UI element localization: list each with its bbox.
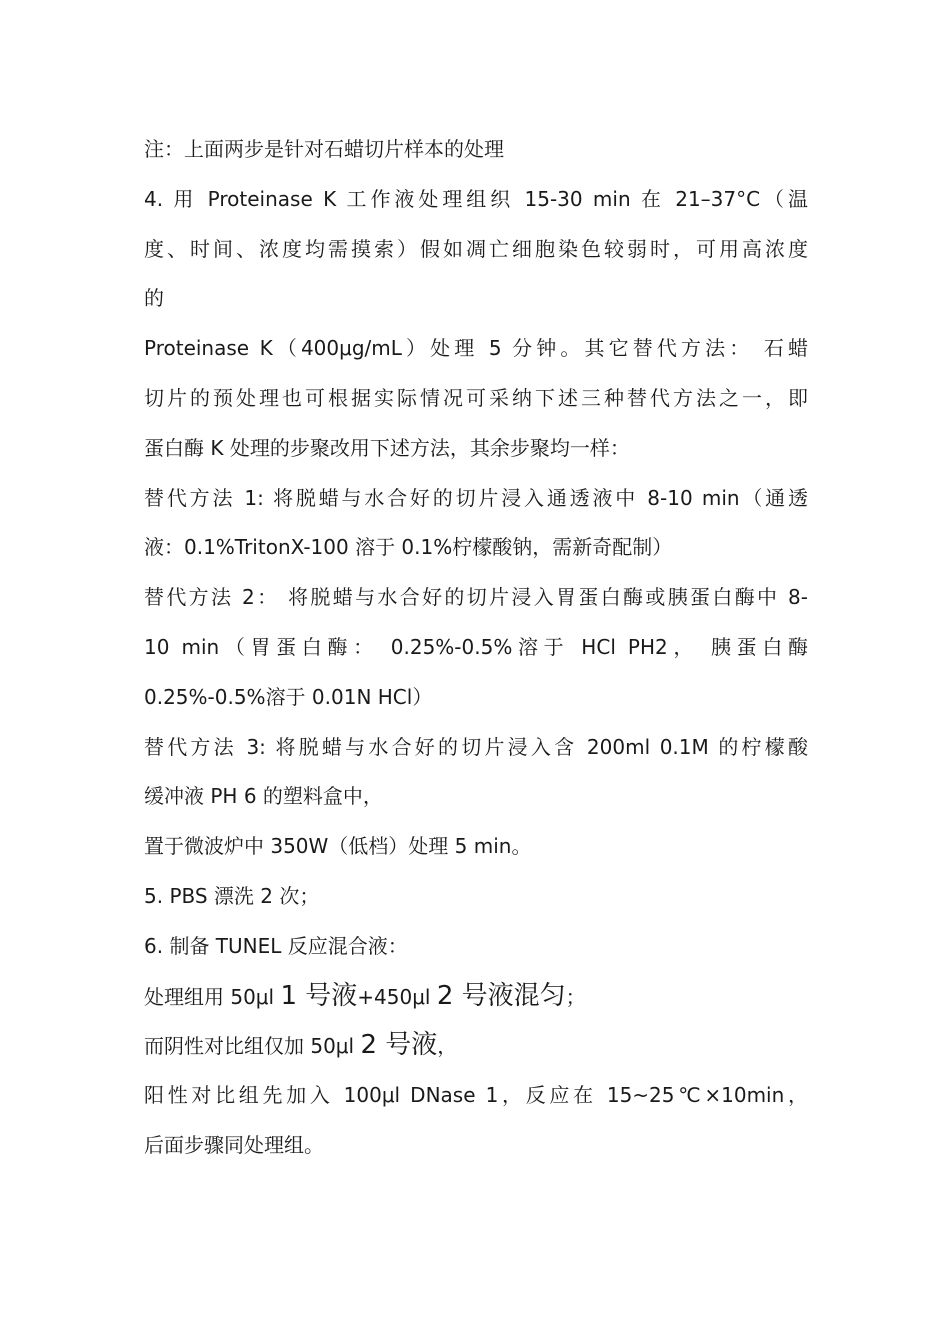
negative-control-prefix: 而阴性对比组仅加 50μl: [144, 1034, 361, 1059]
step-4-line-1: 4. 用 Proteinase K 工作液处理组织 15-30 min 在 21–37°C（温: [144, 186, 808, 211]
mix-treatment-punct: ；: [565, 984, 586, 1009]
alt-method-1-line-1: 替代方法 1: 将脱蜡与水合好的切片浸入通透液中 8-10 min（通透: [144, 485, 808, 510]
mix-treatment-volume: +450μl: [357, 984, 437, 1009]
step-5-line: 5. PBS 漂洗 2 次；: [144, 883, 320, 908]
step-4-line-5: 切片的预处理也可根据实际情况可采纳下述三种替代方法之一，即: [144, 385, 808, 410]
alt-method-2-line-1: 替代方法 2： 将脱蜡与水合好的切片浸入胃蛋白酶或胰蛋白酶中 8-: [144, 585, 808, 610]
final-line: 后面步骤同处理组。: [144, 1132, 324, 1157]
mix-line-negative-control: [144, 1021, 808, 1071]
alt-method-3-line-1: 替代方法 3: 将脱蜡与水合好的切片浸入含 200ml 0.1M 的柠檬酸: [144, 734, 808, 759]
step-4-line-6: 蛋白酶 K 处理的步聚改用下述方法，其余步聚均一样：: [144, 435, 630, 460]
step-6-line: 6. 制备 TUNEL 反应混合液：: [144, 933, 408, 958]
alt-method-2-line-2: 10 min（胃蛋白酶： 0.25%-0.5%溶于 HCl PH2， 胰蛋白酶: [144, 634, 808, 659]
step-4-line-4: Proteinase K（400μg/mL）处理 5 分钟。其它替代方法： 石蜡: [144, 336, 808, 361]
alt-method-3-line-3: 置于微波炉中 350W（低档）处理 5 min。: [144, 834, 532, 859]
mix-line-treatment: [144, 972, 808, 1022]
negative-control-punct: ，: [437, 1034, 458, 1059]
alt-method-1-line-2: 液：0.1%TritonX-100 溶于 0.1%柠檬酸钠，需新奇配制）: [144, 535, 673, 560]
solution-1-label: 1 号液: [280, 980, 358, 1011]
alt-method-2-line-3: 0.25%-0.5%溶于 0.01N HCl）: [144, 684, 433, 709]
note-line: 注：上面两步是针对石蜡切片样本的处理: [144, 137, 504, 161]
positive-control-line: 阳性对比组先加入 100μl DNase 1，反应在 15~25℃×10min，: [144, 1083, 808, 1108]
alt-method-3-line-2: 缓冲液 PH 6 的塑料盒中，: [144, 784, 383, 809]
step-4-line-3: 的: [144, 286, 164, 311]
document-page: [144, 125, 808, 1171]
mix-treatment-prefix: 处理组用 50μl: [144, 984, 281, 1009]
solution-2-label: 2 号液: [360, 1030, 438, 1061]
step-4-line-2: 度、时间、浓度均需摸索）假如凋亡细胞染色较弱时，可用高浓度: [144, 236, 808, 261]
solution-2-mix-label: 2 号液混匀: [436, 980, 566, 1011]
